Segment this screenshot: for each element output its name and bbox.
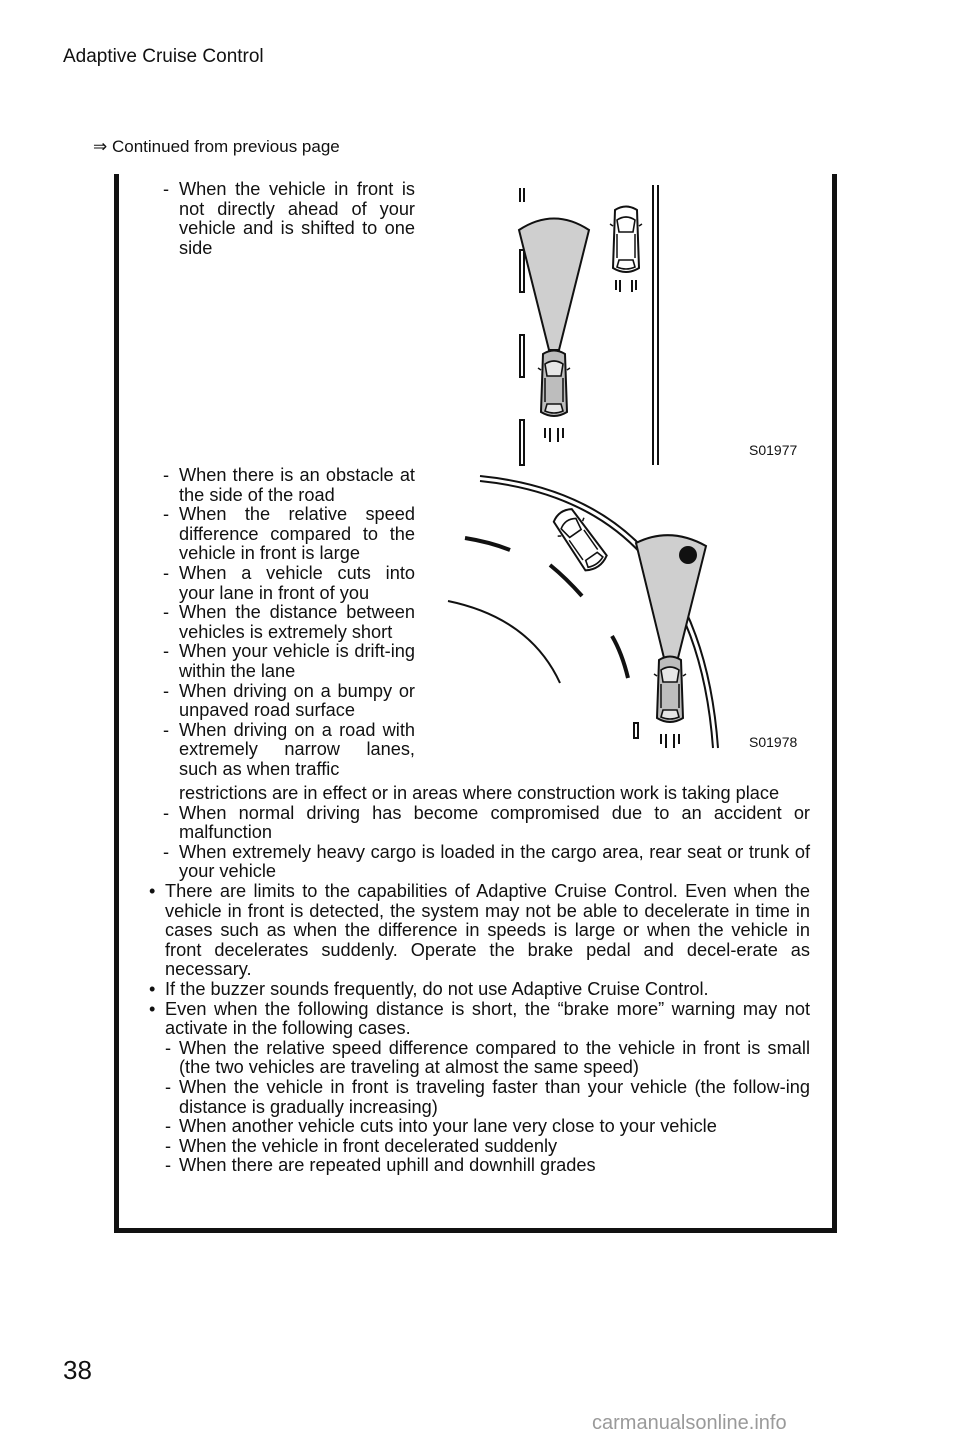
lane-marking (520, 250, 524, 292)
bullet-item: • Even when the following distance is short, the “brake more” warning may not activate in the following cases. (149, 998, 810, 1039)
list-item: - When your vehicle is drift-ing within the lane (163, 641, 415, 681)
list-item: - When a vehicle cuts into your lane in front of you (163, 562, 415, 603)
continued-note (93, 137, 340, 157)
sub-list-item: - When the vehicle in front is traveling faster than your vehicle (the follow-ing distance is gradually increasing) (165, 1076, 810, 1117)
section-title: Adaptive Cruise Control (63, 46, 264, 67)
motion-lines (661, 734, 679, 748)
list-item: - When there is an obstacle at the side of the road (163, 465, 415, 505)
bullet-item: • If the buzzer sounds frequently, do not use Adaptive Cruise Control. (149, 978, 709, 999)
sub-list-item: - When the relative speed difference compared to the vehicle in front is small (the two vehicles are traveling at almost the same speed) (165, 1037, 810, 1078)
list-item: - When normal driving has become compromised due to an accident or malfunction (163, 802, 810, 843)
list-item: - When the relative speed difference compared to the vehicle in front is large (163, 504, 415, 564)
lane-marking (634, 723, 638, 738)
list-item: - When the distance between vehicles is extremely short (163, 602, 415, 642)
sub-list-item: - When another vehicle cuts into your lane very close to your vehicle (165, 1116, 717, 1137)
continuation-text: restrictions are in effect or in areas where construction work is taking place (179, 783, 780, 803)
bullet-item: • There are limits to the capabilities of Adaptive Cruise Control. Even when the vehicle in front is detected, the system may not be able to decelerate in time in cases such as when the difference in speeds is large or when the vehicle in front decelerates suddenly. Operate the brake pedal and decel-erate as necessary. (149, 880, 810, 980)
own-vehicle (538, 351, 570, 417)
figure-offset-vehicle (500, 180, 730, 470)
road-edge (448, 601, 560, 683)
lane-marking (520, 335, 524, 377)
page-number: 38 (63, 1355, 92, 1385)
obstacle-marker (679, 546, 697, 564)
sub-list-item: - When there are repeated uphill and downhill grades (165, 1155, 596, 1176)
text-block-2 (124, 466, 415, 780)
continued-text: Continued from previous page (111, 137, 340, 156)
radar-beam (519, 219, 589, 351)
text-block-3 (124, 784, 810, 1176)
lane-marking (520, 420, 524, 465)
sub-list-item: - When the vehicle in front decelerated suddenly (165, 1135, 558, 1156)
list-item: - When driving on a bumpy or unpaved road surface (163, 680, 415, 721)
motion-lines (545, 428, 563, 442)
list-item: - When the vehicle in front is not directly ahead of your vehicle and is shifted to one side (163, 179, 415, 258)
motion-lines (616, 280, 636, 292)
figure-id: S01977 (749, 442, 798, 458)
figure-curve-road (440, 468, 740, 758)
text-block-1 (124, 180, 415, 258)
watermark: carmanualsonline.info (592, 1412, 787, 1434)
continued-arrow-icon: ⇒ (93, 137, 108, 156)
list-item: - When driving on a road with extremely narrow lanes, such as when traffic (163, 719, 415, 779)
own-vehicle (654, 657, 686, 723)
list-item: - When extremely heavy cargo is loaded in the cargo area, rear seat or trunk of your vehicle (163, 841, 810, 882)
preceding-vehicle (610, 207, 642, 273)
figure-id: S01978 (749, 734, 798, 750)
